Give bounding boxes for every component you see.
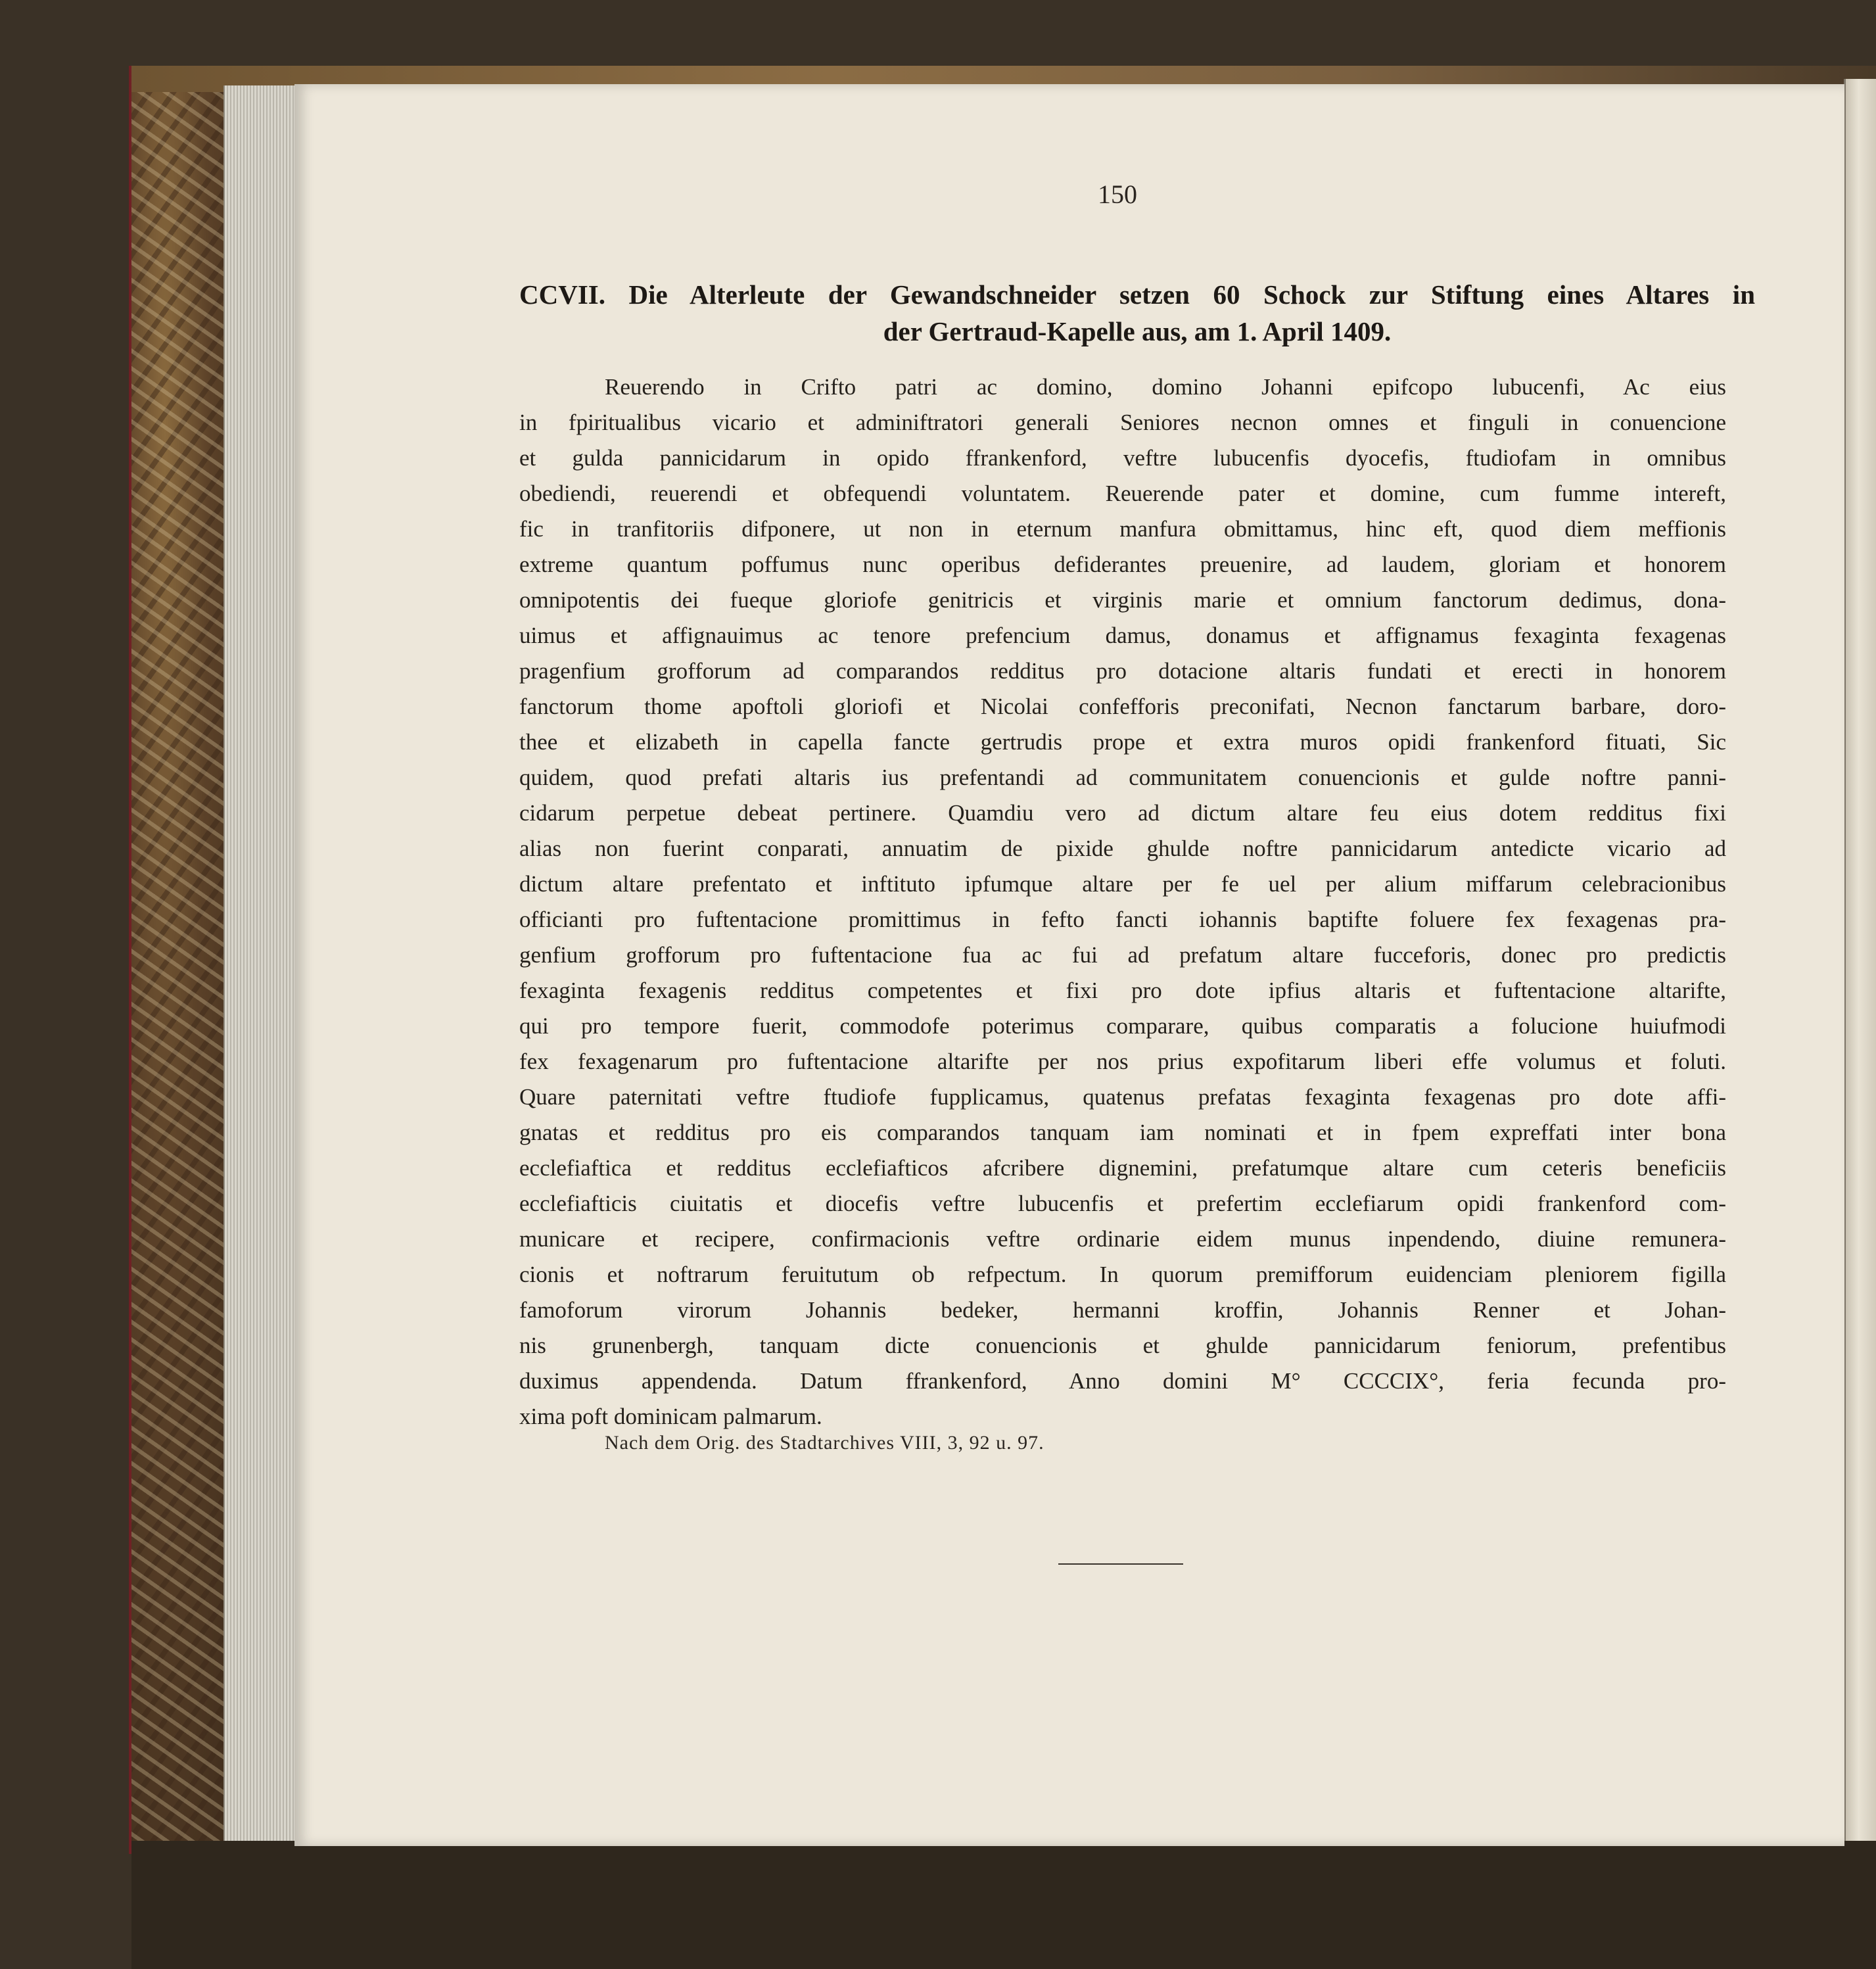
document-heading bbox=[519, 276, 1755, 350]
body-line: cidarum perpetue debeat pertinere. Quamdiu vero ad dictum altare feu eius dotem redditus fixi bbox=[519, 800, 1726, 826]
body-line: fic in tranfitoriis difponere, ut non in eternum manfura obmittamus, hinc eft, quod diem meffionis bbox=[519, 516, 1726, 542]
body-line: fexaginta fexagenis redditus competentes et fixi pro dote ipfius altaris et fuftentacione altarifte, bbox=[519, 978, 1726, 1003]
heading-line-1: CCVII. Die Alterleute der Gewandschneider setzen 60 Schock zur Stiftung eines Altares in bbox=[519, 279, 1755, 310]
body-line: omnipotentis dei fueque gloriofe genitricis et virginis marie et omnium fanctorum dedimus, dona- bbox=[519, 587, 1726, 613]
next-page-edge bbox=[1844, 79, 1876, 1854]
body-line: ecclefiafticis ciuitatis et diocefis veftre lubucenfis et prefertim ecclefiarum opidi frankenford com- bbox=[519, 1191, 1726, 1216]
body-line: gnatas et redditus pro eis comparandos tanquam iam nominati et in fpem expreffati inter bona bbox=[519, 1120, 1726, 1145]
body-line: cionis et noftrarum feruitutum ob refpectum. In quorum premifforum euidenciam pleniorem figilla bbox=[519, 1262, 1726, 1287]
body-line: xima poft dominicam palmarum. bbox=[519, 1404, 822, 1429]
body-line: fanctorum thome apoftoli gloriofi et Nicolai confefforis preconifati, Necnon fanctarum barbare, doro- bbox=[519, 694, 1726, 719]
bottom-background bbox=[131, 1841, 1876, 1969]
body-line: Quare paternitati veftre ftudiofe fupplicamus, quatenus prefatas fexaginta fexagenas pro dote affi- bbox=[519, 1084, 1726, 1110]
body-line: dictum altare prefentato et inftituto ipfumque altare per fe uel per alium miffarum celebracionibus bbox=[519, 871, 1726, 897]
body-line: qui pro tempore fuerit, commodofe poterimus comparare, quibus comparatis a folucione huiufmodi bbox=[519, 1013, 1726, 1039]
body-line: officianti pro fuftentacione promittimus in fefto fancti iohannis baptifte foluere fex fexagenas pra- bbox=[519, 907, 1726, 932]
body-line: pragenfium grofforum ad comparandos redditus pro dotacione altaris fundati et erecti in honorem bbox=[519, 658, 1726, 684]
page-stack-edge bbox=[223, 85, 297, 1847]
body-line: municare et recipere, confirmacionis veftre ordinarie eidem munus inpendendo, diuine remunera- bbox=[519, 1226, 1726, 1252]
body-line: alias non fuerint conparati, annuatim de pixide ghulde noftre pannicidarum antedicte vicario ad bbox=[519, 836, 1726, 861]
body-line: obediendi, reuerendi et obfequendi voluntatem. Reuerende pater et domine, cum fumme intereft, bbox=[519, 481, 1726, 506]
body-line: uimus et affignauimus ac tenore prefencium damus, donamus et affignamus fexaginta fexagenas bbox=[519, 623, 1726, 648]
body-line: ecclefiaftica et redditus ecclefiafticos afcribere dignemini, prefatumque altare cum ceteris beneficiis bbox=[519, 1155, 1726, 1181]
body-line: genfium grofforum pro fuftentacione fua ac fui ad prefatum altare fucceforis, donec pro predictis bbox=[519, 942, 1726, 968]
source-note: Nach dem Orig. des Stadtarchives VIII, 3, 92 u. 97. bbox=[605, 1432, 1044, 1454]
body-line: extreme quantum poffumus nunc operibus defiderantes preuenire, ad laudem, gloriam et honorem bbox=[519, 552, 1726, 577]
body-line: nis grunenbergh, tanquam dicte conuencionis et ghulde pannicidarum feniorum, prefentibus bbox=[519, 1333, 1726, 1358]
body-line: et gulda pannicidarum in opido ffrankenford, veftre lubucenfis dyocefis, ftudiofam in omnibus bbox=[519, 445, 1726, 471]
body-line: thee et elizabeth in capella fancte gertrudis prope et extra muros opidi frankenford fituati, Sic bbox=[519, 729, 1726, 755]
body-line: in fpiritualibus vicario et adminiftratori generali Seniores necnon omnes et finguli in conuencione bbox=[519, 410, 1726, 435]
document-body bbox=[519, 369, 1726, 1435]
body-line: quidem, quod prefati altaris ius prefentandi ad communitatem conuencionis et gulde noftre panni- bbox=[519, 765, 1726, 790]
body-line: Reuerendo in Crifto patri ac domino, domino Johanni epifcopo lubucenfi, Ac eius bbox=[605, 374, 1726, 400]
section-divider bbox=[1058, 1563, 1183, 1565]
body-line: fex fexagenarum pro fuftentacione altarifte per nos prius expofitarum liberi effe volumus et foluti. bbox=[519, 1049, 1726, 1074]
body-line: famoforum virorum Johannis bedeker, hermanni kroffin, Johannis Renner et Johan- bbox=[519, 1297, 1726, 1323]
heading-line-2: der Gertraud-Kapelle aus, am 1. April 1409. bbox=[883, 316, 1392, 346]
body-line: duximus appendenda. Datum ffrankenford, Anno domini M° CCCCIX°, feria fecunda pro- bbox=[519, 1368, 1726, 1394]
page-number: 150 bbox=[1098, 179, 1137, 209]
